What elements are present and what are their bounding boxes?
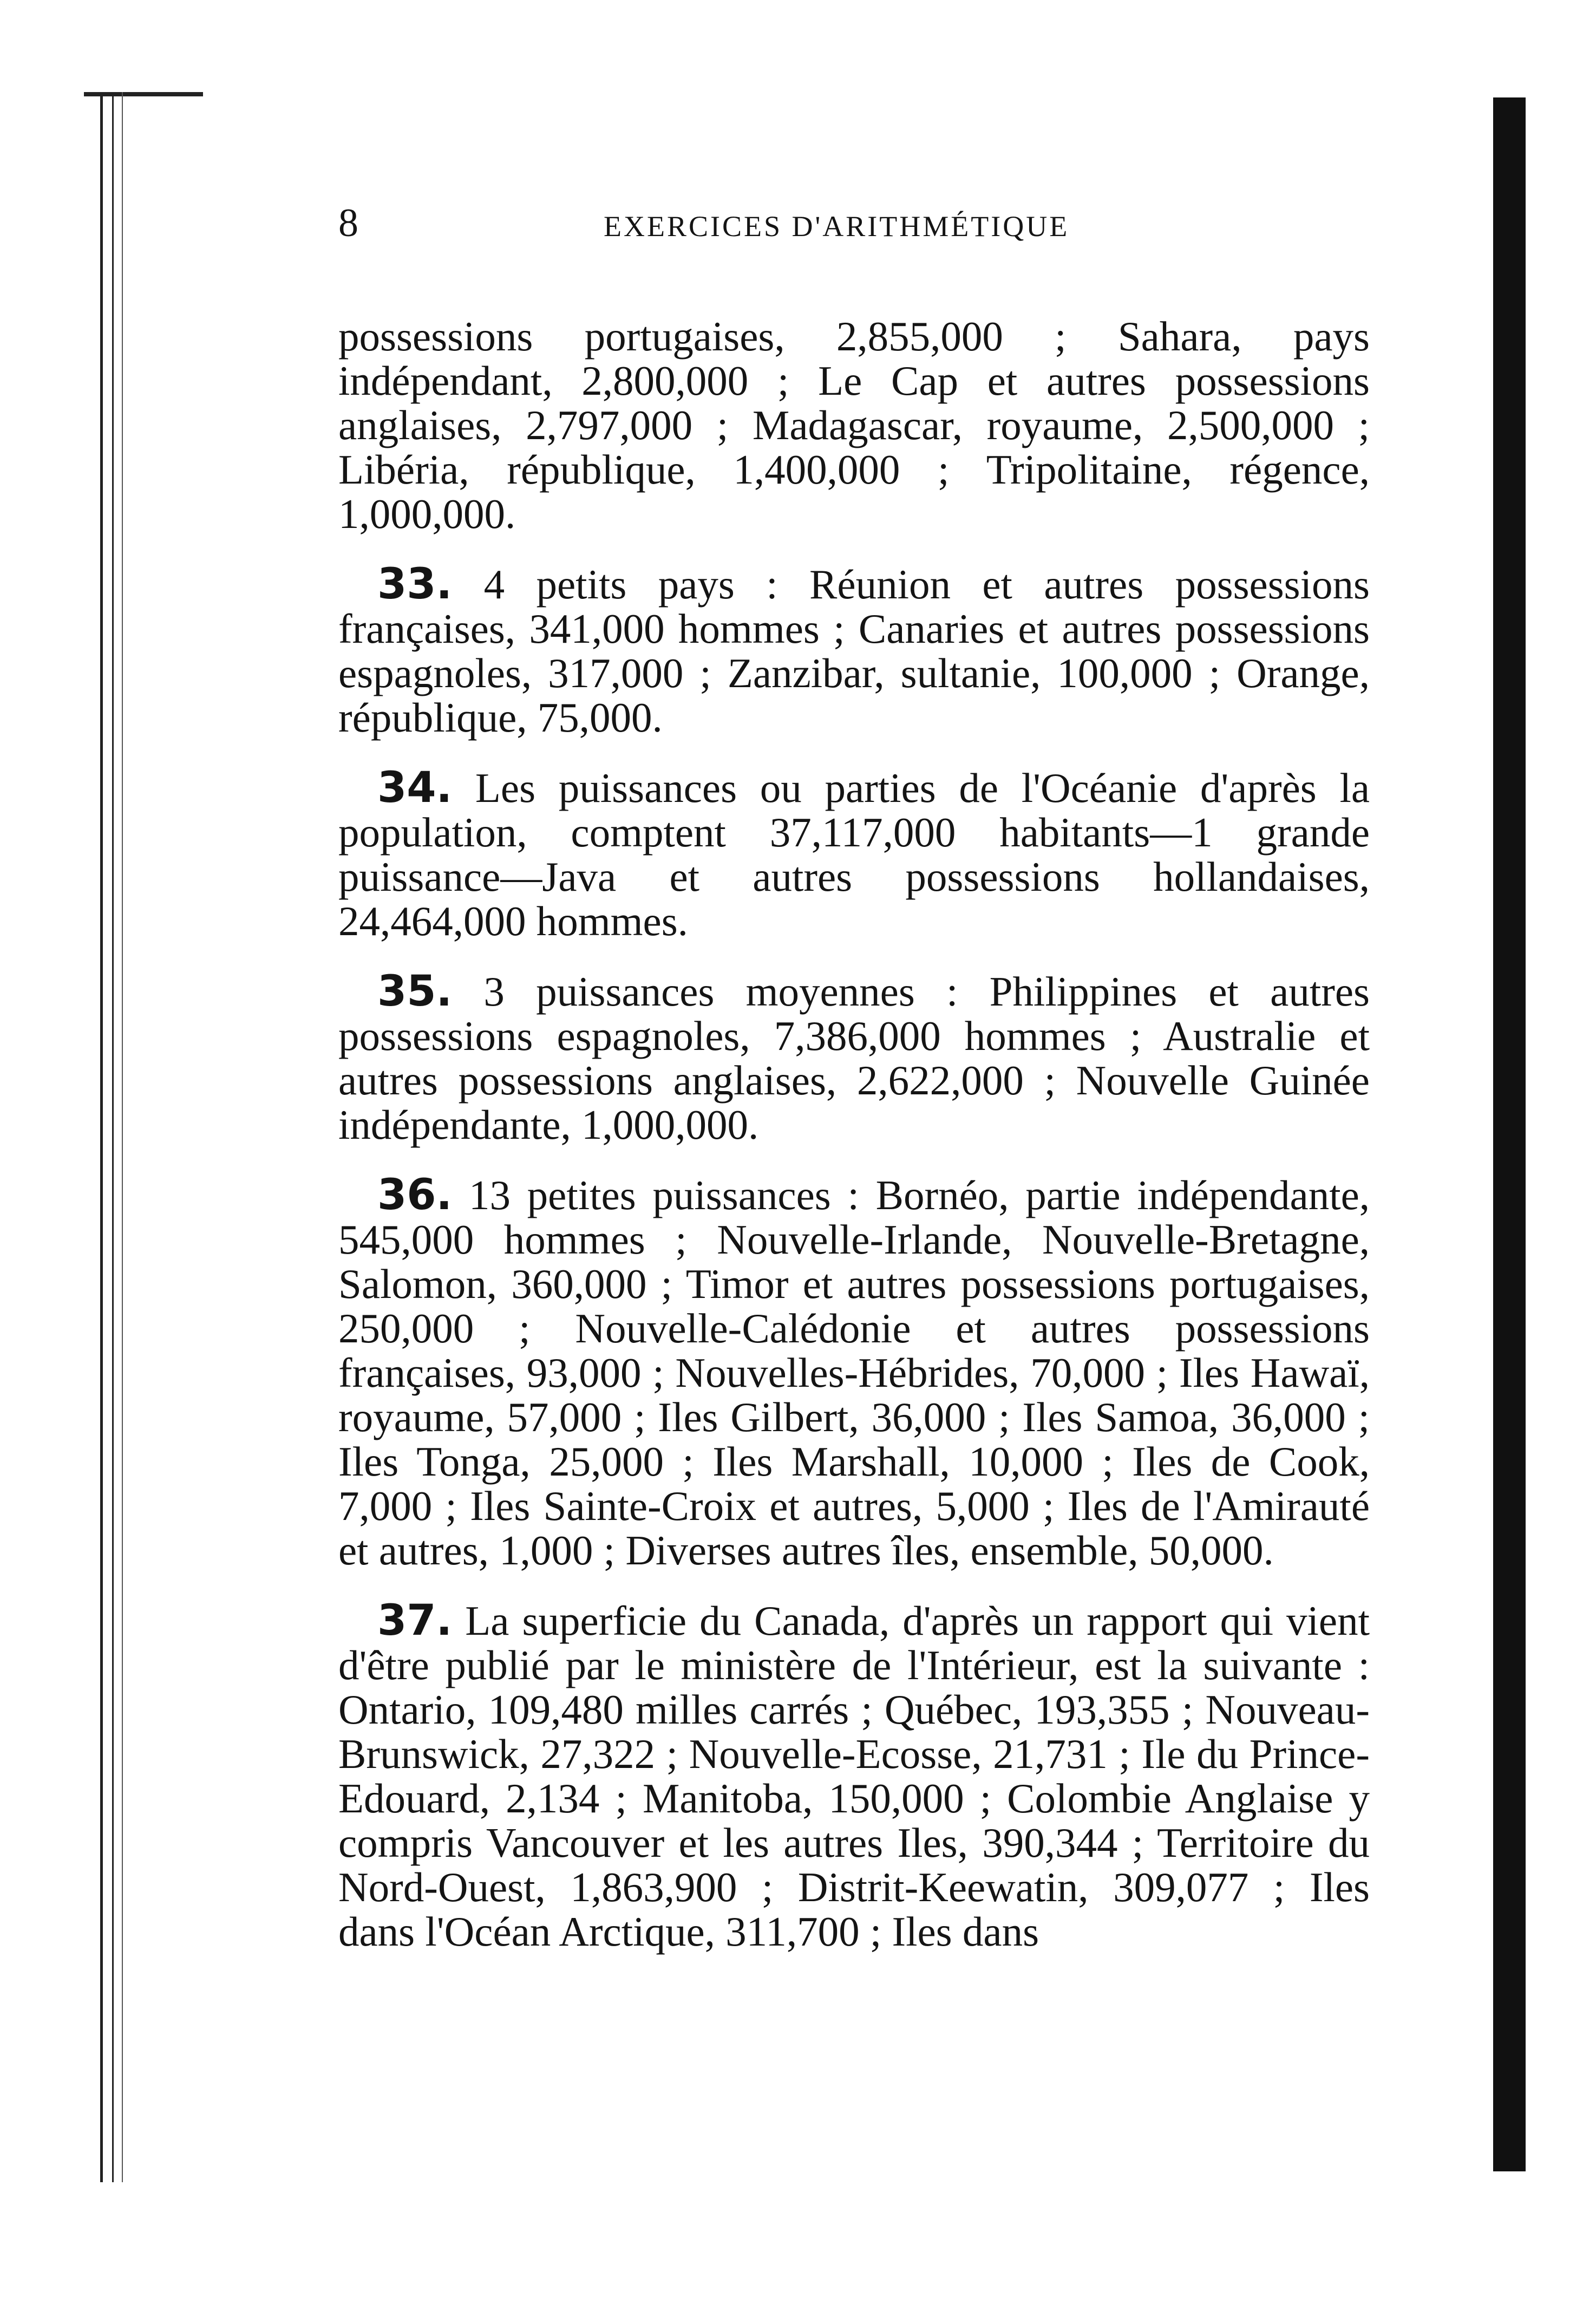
exercise-number: 37. [377, 1596, 453, 1645]
body-text [338, 314, 1370, 1954]
exercise-number: 36. [377, 1171, 453, 1219]
book-page [338, 200, 1370, 1980]
paragraph-36 [338, 1173, 1370, 1572]
paragraph-text: La superficie du Canada, d'après un rapport qui vient d'être publié par le ministère de l'Intérieur, est la suivante : Ontario, 109,480 milles carrés ; Québec, 193,355 ; Nouveau-Brunswick, 27,322 ; Nouvelle-Ecosse, 21,731 ; Ile du Prince-Edouard, 2,134 ; Manitoba, 150,000 ; Colombie Anglaise y compris Vancouver et les autres Iles, 390,344 ; Territoire du Nord-Ouest, 1,863,900 ; Distrit-Keewatin, 309,077 ; Iles dans l'Océan Arctique, 311,700 ; Iles dans [338, 1597, 1370, 1955]
paragraph-continued [338, 314, 1370, 536]
exercise-number: 33. [377, 560, 453, 609]
paragraph-text: 13 petites puissances : Bornéo, partie indépendante, 545,000 hommes ; Nouvelle-Irlande, Nouvelle-Bretagne, Salomon, 360,000 ; Timor et autres possessions portugaises, 250,000 ; Nouvelle-Calédonie et autres possessions françaises, 93,000 ; Nouvelles-Hébrides, 70,000 ; Iles Hawaï, royaume, 57,000 ; Iles Gilbert, 36,000 ; Iles Samoa, 36,000 ; Iles Tonga, 25,000 ; Iles Marshall, 10,000 ; Iles de Cook, 7,000 ; Iles Sainte-Croix et autres, 5,000 ; Iles de l'Amirauté et autres, 1,000 ; Diverses autres îles, ensemble, 50,000. [338, 1172, 1370, 1574]
page-header [338, 200, 1370, 265]
exercise-number: 35. [377, 967, 453, 1016]
paragraph-34 [338, 766, 1370, 943]
binding-line [112, 92, 114, 2182]
paragraph-text: Les puissances ou parties de l'Océanie d'après la population, comptent 37,117,000 habitants—1 grande puissance—Java et autres possessions hollandaises, 24,464,000 hommes. [338, 765, 1370, 944]
binding-line [122, 92, 123, 2182]
paragraph-35 [338, 969, 1370, 1147]
paragraph-33 [338, 562, 1370, 740]
page-number: 8 [338, 201, 358, 245]
paragraph-text: possessions portugaises, 2,855,000 ; Sahara, pays indépendant, 2,800,000 ; Le Cap et autres possessions anglaises, 2,797,000 ; Madagascar, royaume, 2,500,000 ; Libéria, république, 1,400,000 ; Tripolitaine, régence, 1,000,000. [338, 313, 1370, 537]
binding-line [100, 92, 103, 2182]
paragraph-text: 3 puissances moyennes : Philippines et autres possessions espagnoles, 7,386,000 hommes ; Australie et autres possessions anglaises, 2,622,000 ; Nouvelle Guinée indépendante, 1,000,000. [338, 968, 1370, 1148]
exercise-number: 34. [377, 764, 453, 812]
running-title: EXERCICES D'ARITHMÉTIQUE [604, 210, 1070, 243]
paragraph-text: 4 petits pays : Réunion et autres possessions françaises, 341,000 hommes ; Canaries et autres possessions espagnoles, 317,000 ; Zanzibar, sultanie, 100,000 ; Orange, république, 75,000. [338, 561, 1370, 741]
page-edge-shadow [1493, 97, 1526, 2171]
binding-edge [89, 92, 171, 2182]
paragraph-37 [338, 1598, 1370, 1954]
